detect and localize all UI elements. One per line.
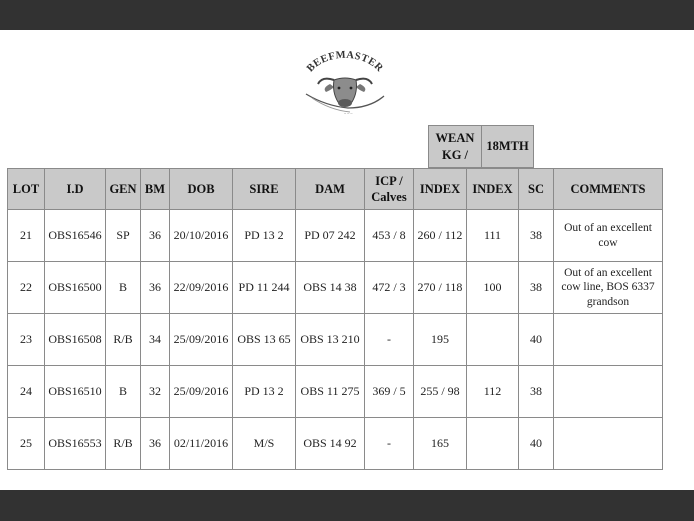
cell-bm: 32 (141, 366, 170, 418)
cell-id: OBS16510 (45, 366, 106, 418)
cell-sire: PD 13 2 (233, 366, 296, 418)
cell-dob: 25/09/2016 (170, 366, 233, 418)
cell-icp: 369 / 5 (365, 366, 414, 418)
cell-sire: M/S (233, 418, 296, 470)
cell-sc: 38 (519, 210, 554, 262)
cell-gen: R/B (106, 314, 141, 366)
cell-sire: OBS 13 65 (233, 314, 296, 366)
cell-dam: OBS 14 92 (296, 418, 365, 470)
cell-lot: 22 (8, 262, 45, 314)
cell-lot: 21 (8, 210, 45, 262)
cell-icp: 453 / 8 (365, 210, 414, 262)
cell-bm: 36 (141, 210, 170, 262)
cell-comments (554, 418, 663, 470)
cell-sire: PD 13 2 (233, 210, 296, 262)
cell-icp: 472 / 3 (365, 262, 414, 314)
cell-gen: B (106, 366, 141, 418)
cell-id: OBS16500 (45, 262, 106, 314)
eighteen-month-header: 18MTH (482, 126, 534, 168)
col-bm: BM (141, 169, 170, 210)
table-row (8, 210, 663, 262)
cell-bm: 34 (141, 314, 170, 366)
cell-sire: PD 11 244 (233, 262, 296, 314)
col-wean-index: INDEX (414, 169, 467, 210)
cell-lot: 24 (8, 366, 45, 418)
bottom-letterbox-bar (0, 490, 694, 521)
cell-dob: 20/10/2016 (170, 210, 233, 262)
cell-comments (554, 314, 663, 366)
beefmaster-logo (300, 48, 390, 116)
cell-comments (554, 366, 663, 418)
cell-sc: 40 (519, 418, 554, 470)
table-row (8, 418, 663, 470)
cell-wean-index: 260 / 112 (414, 210, 467, 262)
cell-sc: 38 (519, 366, 554, 418)
cell-gen: SP (106, 210, 141, 262)
col-icp-calves: ICP / Calves (365, 169, 414, 210)
table-row (8, 314, 663, 366)
wean-kg-header: WEAN KG / (429, 126, 482, 168)
cell-gen: B (106, 262, 141, 314)
cell-18mth-index: 112 (467, 366, 519, 418)
cell-18mth-index: 111 (467, 210, 519, 262)
svg-text:BEEFMASTER (305, 50, 385, 75)
cell-id: OBS16546 (45, 210, 106, 262)
cell-dob: 02/11/2016 (170, 418, 233, 470)
cell-wean-index: 165 (414, 418, 467, 470)
beefmaster-bull-logo-icon (300, 48, 390, 116)
top-letterbox-bar (0, 0, 694, 30)
cell-icp: - (365, 314, 414, 366)
cell-wean-index: 270 / 118 (414, 262, 467, 314)
table-row (8, 366, 663, 418)
cell-comments: Out of an excellent cow (554, 210, 663, 262)
table-row (8, 262, 663, 314)
cell-dob: 25/09/2016 (170, 314, 233, 366)
table-header-row (8, 169, 663, 210)
col-gen: GEN (106, 169, 141, 210)
col-lot: LOT (8, 169, 45, 210)
col-18mth-index: INDEX (467, 169, 519, 210)
cell-icp: - (365, 418, 414, 470)
cell-comments: Out of an excellent cow line, BOS 6337 grandson (554, 262, 663, 314)
cell-dam: OBS 13 210 (296, 314, 365, 366)
col-id: I.D (45, 169, 106, 210)
cell-lot: 25 (8, 418, 45, 470)
cell-sc: 38 (519, 262, 554, 314)
cell-wean-index: 195 (414, 314, 467, 366)
cell-bm: 36 (141, 418, 170, 470)
cell-wean-index: 255 / 98 (414, 366, 467, 418)
col-dob: DOB (170, 169, 233, 210)
col-dam: DAM (296, 169, 365, 210)
cattle-lot-table (7, 168, 663, 470)
cell-gen: R/B (106, 418, 141, 470)
upper-header-table (428, 125, 534, 168)
cell-dam: OBS 11 275 (296, 366, 365, 418)
cell-id: OBS16553 (45, 418, 106, 470)
cell-dam: PD 07 242 (296, 210, 365, 262)
cell-dob: 22/09/2016 (170, 262, 233, 314)
cell-dam: OBS 14 38 (296, 262, 365, 314)
svg-text:~ ~ ~: ~ ~ ~ (344, 111, 353, 116)
cell-sc: 40 (519, 314, 554, 366)
cell-18mth-index (467, 314, 519, 366)
col-comments: COMMENTS (554, 169, 663, 210)
cell-id: OBS16508 (45, 314, 106, 366)
col-sire: SIRE (233, 169, 296, 210)
cell-18mth-index (467, 418, 519, 470)
cell-lot: 23 (8, 314, 45, 366)
logo-text: BEEFMASTER (304, 49, 386, 75)
col-sc: SC (519, 169, 554, 210)
cell-18mth-index: 100 (467, 262, 519, 314)
cell-bm: 36 (141, 262, 170, 314)
